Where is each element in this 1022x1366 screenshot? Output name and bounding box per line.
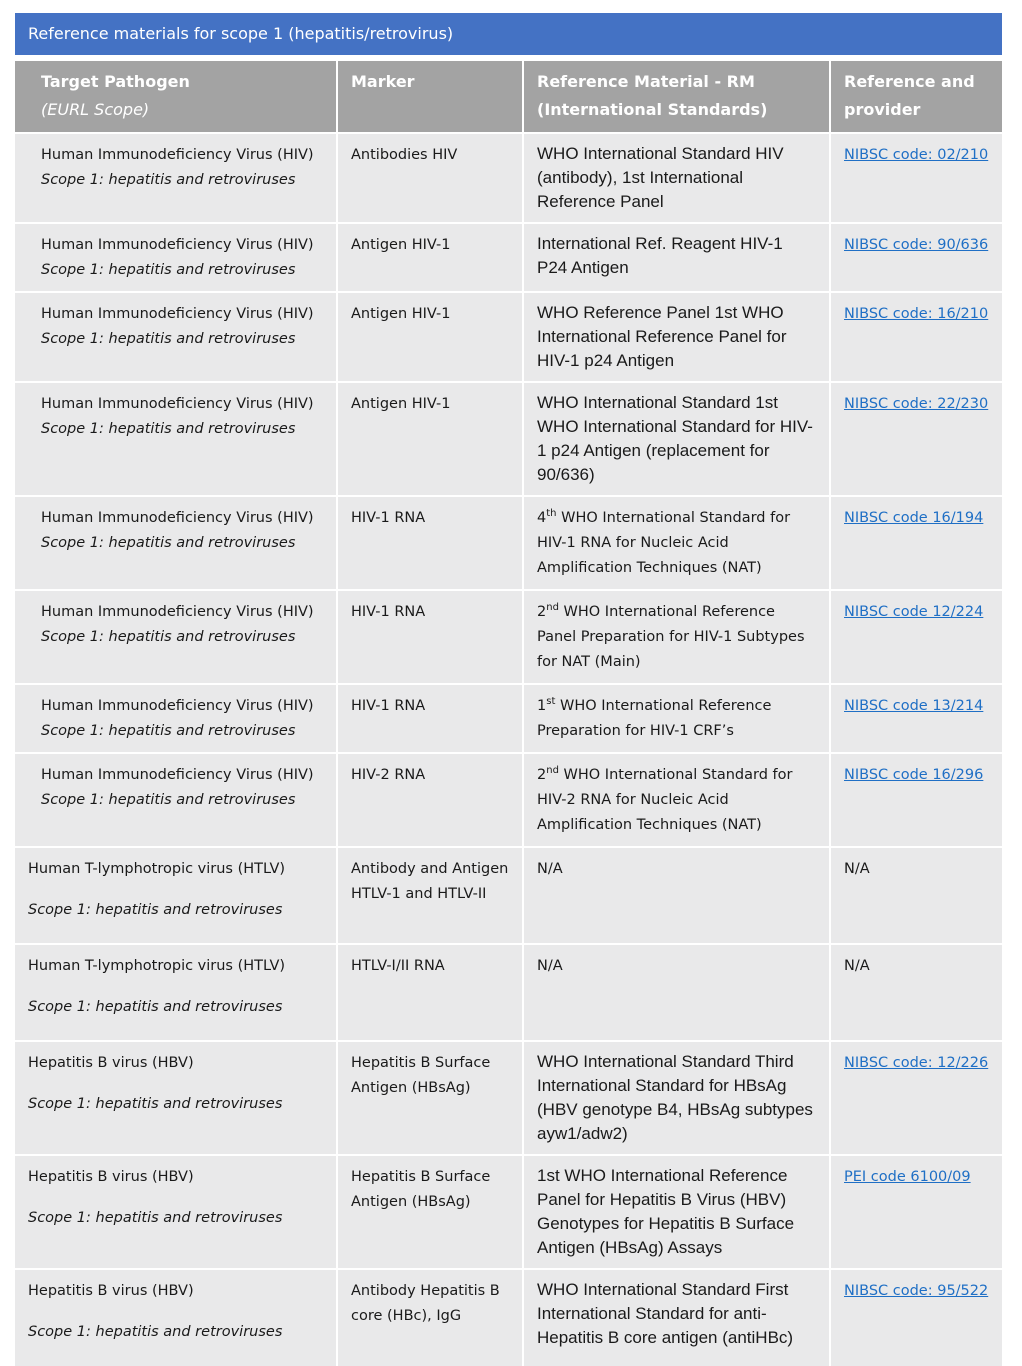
reference-code-link[interactable]: NIBSC code: 95/522 — [844, 1283, 989, 1299]
reference-code-link[interactable]: NIBSC code: 02/210 — [844, 147, 989, 163]
rm-ordinal: 2 — [537, 767, 547, 783]
table-row — [15, 223, 1002, 292]
table-row — [15, 133, 1002, 223]
pathogen-scope: Scope 1: hepatitis and retroviruses — [28, 999, 283, 1015]
cell-target-pathogen — [15, 1269, 337, 1366]
table-row — [15, 847, 1002, 944]
table-row — [15, 1041, 1002, 1155]
cell-reference-material — [523, 292, 830, 382]
table-title: Reference materials for scope 1 (hepatitis/retrovirus) — [15, 13, 1002, 55]
cell-marker: HTLV-I/II RNA — [337, 944, 523, 1041]
cell-marker: Antigen HIV-1 — [337, 223, 523, 292]
cell-reference-provider — [830, 382, 1002, 496]
cell-marker: Antibody and Antigen HTLV-1 and HTLV-II — [337, 847, 523, 944]
cell-marker: HIV-1 RNA — [337, 496, 523, 590]
pathogen-name: Human Immunodeficiency Virus (HIV) — [41, 396, 314, 412]
reference-materials-table — [15, 61, 1002, 1366]
rm-description: WHO International Standard HIV (antibody), 1st International Reference Panel — [537, 144, 784, 211]
table-row — [15, 1155, 1002, 1269]
cell-reference-material — [523, 1269, 830, 1366]
cell-reference-material — [523, 944, 830, 1041]
cell-reference-material — [523, 133, 830, 223]
pathogen-scope: Scope 1: hepatitis and retroviruses — [41, 331, 296, 347]
pathogen-scope: Scope 1: hepatitis and retroviruses — [41, 262, 296, 278]
pathogen-name: Hepatitis B virus (HBV) — [28, 1283, 194, 1299]
cell-marker: HIV-1 RNA — [337, 590, 523, 684]
header-marker: Marker — [337, 61, 523, 133]
pathogen-scope: Scope 1: hepatitis and retroviruses — [41, 629, 296, 645]
header-reference-provider: Reference and provider — [830, 61, 1002, 133]
reference-code-link[interactable]: PEI code 6100/09 — [844, 1169, 971, 1185]
cell-reference-provider — [830, 133, 1002, 223]
cell-reference-provider — [830, 1269, 1002, 1366]
pathogen-name: Human Immunodeficiency Virus (HIV) — [41, 698, 314, 714]
header-reference-material: Reference Material - RM (International Standards) — [523, 61, 830, 133]
reference-code-link[interactable]: NIBSC code 16/194 — [844, 510, 984, 526]
rm-ordinal-suffix: nd — [546, 765, 559, 777]
table-row — [15, 496, 1002, 590]
pathogen-name: Human Immunodeficiency Virus (HIV) — [41, 767, 314, 783]
cell-reference-provider — [830, 1155, 1002, 1269]
cell-marker: Hepatitis B Surface Antigen (HBsAg) — [337, 1155, 523, 1269]
cell-reference-provider — [830, 292, 1002, 382]
cell-target-pathogen — [15, 133, 337, 223]
cell-target-pathogen — [15, 382, 337, 496]
cell-marker: Antibodies HIV — [337, 133, 523, 223]
cell-reference-provider — [830, 496, 1002, 590]
rm-description: N/A — [537, 861, 563, 877]
table-row — [15, 590, 1002, 684]
rm-ordinal-suffix: nd — [546, 602, 559, 614]
pathogen-scope: Scope 1: hepatitis and retroviruses — [41, 421, 296, 437]
cell-reference-material — [523, 753, 830, 847]
rm-description: WHO International Standard 1st WHO International Standard for HIV-1 p24 Antigen (replacement for 90/636) — [537, 393, 813, 484]
header-row — [15, 61, 1002, 133]
cell-marker: Antigen HIV-1 — [337, 292, 523, 382]
pathogen-name: Human Immunodeficiency Virus (HIV) — [41, 306, 314, 322]
rm-description: WHO Reference Panel 1st WHO International Reference Panel for HIV-1 p24 Antigen — [537, 303, 787, 370]
cell-marker: HIV-2 RNA — [337, 753, 523, 847]
cell-target-pathogen — [15, 496, 337, 590]
reference-code: N/A — [844, 861, 870, 877]
table-row — [15, 292, 1002, 382]
rm-description: WHO International Standard First International Standard for anti-Hepatitis B core antigen (antiHBc) — [537, 1280, 794, 1347]
pathogen-name: Hepatitis B virus (HBV) — [28, 1055, 194, 1071]
cell-target-pathogen — [15, 223, 337, 292]
pathogen-name: Hepatitis B virus (HBV) — [28, 1169, 194, 1185]
pathogen-name: Human Immunodeficiency Virus (HIV) — [41, 510, 314, 526]
cell-target-pathogen — [15, 944, 337, 1041]
rm-description: N/A — [537, 958, 563, 974]
rm-ordinal: 2 — [537, 604, 547, 620]
pathogen-scope: Scope 1: hepatitis and retroviruses — [41, 535, 296, 551]
cell-reference-material — [523, 223, 830, 292]
reference-code-link[interactable]: NIBSC code: 90/636 — [844, 237, 989, 253]
rm-description: WHO International Standard for HIV-2 RNA for Nucleic Acid Amplification Techniques (NAT) — [537, 767, 793, 833]
cell-reference-provider — [830, 847, 1002, 944]
rm-description: WHO International Reference Preparation for HIV-1 CRF’s — [537, 698, 772, 739]
reference-code-link[interactable]: NIBSC code 12/224 — [844, 604, 984, 620]
cell-target-pathogen — [15, 847, 337, 944]
cell-target-pathogen — [15, 1155, 337, 1269]
reference-code-link[interactable]: NIBSC code 13/214 — [844, 698, 984, 714]
pathogen-scope: Scope 1: hepatitis and retroviruses — [28, 1096, 283, 1112]
cell-target-pathogen — [15, 292, 337, 382]
cell-target-pathogen — [15, 753, 337, 847]
rm-ordinal-suffix: th — [546, 508, 557, 520]
pathogen-name: Human Immunodeficiency Virus (HIV) — [41, 237, 314, 253]
pathogen-scope: Scope 1: hepatitis and retroviruses — [28, 1210, 283, 1226]
rm-ordinal: 4 — [537, 510, 547, 526]
cell-reference-material — [523, 1155, 830, 1269]
pathogen-scope: Scope 1: hepatitis and retroviruses — [41, 792, 296, 808]
table-row — [15, 1269, 1002, 1366]
cell-reference-material — [523, 590, 830, 684]
pathogen-name: Human Immunodeficiency Virus (HIV) — [41, 147, 314, 163]
pathogen-name: Human Immunodeficiency Virus (HIV) — [41, 604, 314, 620]
pathogen-name: Human T-lymphotropic virus (HTLV) — [28, 861, 286, 877]
cell-marker: HIV-1 RNA — [337, 684, 523, 753]
cell-reference-provider — [830, 944, 1002, 1041]
cell-reference-provider — [830, 223, 1002, 292]
reference-code-link[interactable]: NIBSC code: 16/210 — [844, 306, 989, 322]
pathogen-name: Human T-lymphotropic virus (HTLV) — [28, 958, 286, 974]
cell-reference-provider — [830, 753, 1002, 847]
pathogen-scope: Scope 1: hepatitis and retroviruses — [41, 723, 296, 739]
cell-marker: Antibody Hepatitis B core (HBc), IgG — [337, 1269, 523, 1366]
header-target-pathogen: Target Pathogen (EURL Scope) — [15, 61, 337, 133]
rm-ordinal: 1 — [537, 698, 547, 714]
pathogen-scope: Scope 1: hepatitis and retroviruses — [28, 902, 283, 918]
table-row — [15, 753, 1002, 847]
table-row — [15, 382, 1002, 496]
cell-reference-material — [523, 684, 830, 753]
reference-code-link[interactable]: NIBSC code: 12/226 — [844, 1055, 989, 1071]
rm-description: International Ref. Reagent HIV-1 P24 Antigen — [537, 234, 783, 277]
rm-description: WHO International Standard Third International Standard for HBsAg (HBV genotype B4, HBsAg subtypes ayw1/adw2) — [537, 1052, 813, 1143]
cell-marker: Hepatitis B Surface Antigen (HBsAg) — [337, 1041, 523, 1155]
reference-code: N/A — [844, 958, 870, 974]
cell-reference-provider — [830, 1041, 1002, 1155]
reference-code-link[interactable]: NIBSC code: 22/230 — [844, 396, 989, 412]
cell-target-pathogen — [15, 590, 337, 684]
reference-code-link[interactable]: NIBSC code 16/296 — [844, 767, 984, 783]
cell-reference-provider — [830, 590, 1002, 684]
rm-description: 1st WHO International Reference Panel for Hepatitis B Virus (HBV) Genotypes for Hepatitis B Surface Antigen (HBsAg) Assays — [537, 1166, 795, 1257]
table-row — [15, 944, 1002, 1041]
pathogen-scope: Scope 1: hepatitis and retroviruses — [28, 1324, 283, 1340]
cell-reference-material — [523, 847, 830, 944]
cell-reference-material — [523, 382, 830, 496]
header-eurl-scope: (EURL Scope) — [41, 100, 150, 119]
rm-description: WHO International Standard for HIV-1 RNA for Nucleic Acid Amplification Techniques (NAT) — [537, 510, 791, 576]
cell-marker: Antigen HIV-1 — [337, 382, 523, 496]
cell-reference-material — [523, 496, 830, 590]
rm-ordinal-suffix: st — [546, 696, 556, 708]
cell-reference-provider — [830, 684, 1002, 753]
pathogen-scope: Scope 1: hepatitis and retroviruses — [41, 172, 296, 188]
cell-reference-material — [523, 1041, 830, 1155]
rm-description: WHO International Reference Panel Preparation for HIV-1 Subtypes for NAT (Main) — [537, 604, 805, 670]
cell-target-pathogen — [15, 1041, 337, 1155]
cell-target-pathogen — [15, 684, 337, 753]
table-row — [15, 684, 1002, 753]
